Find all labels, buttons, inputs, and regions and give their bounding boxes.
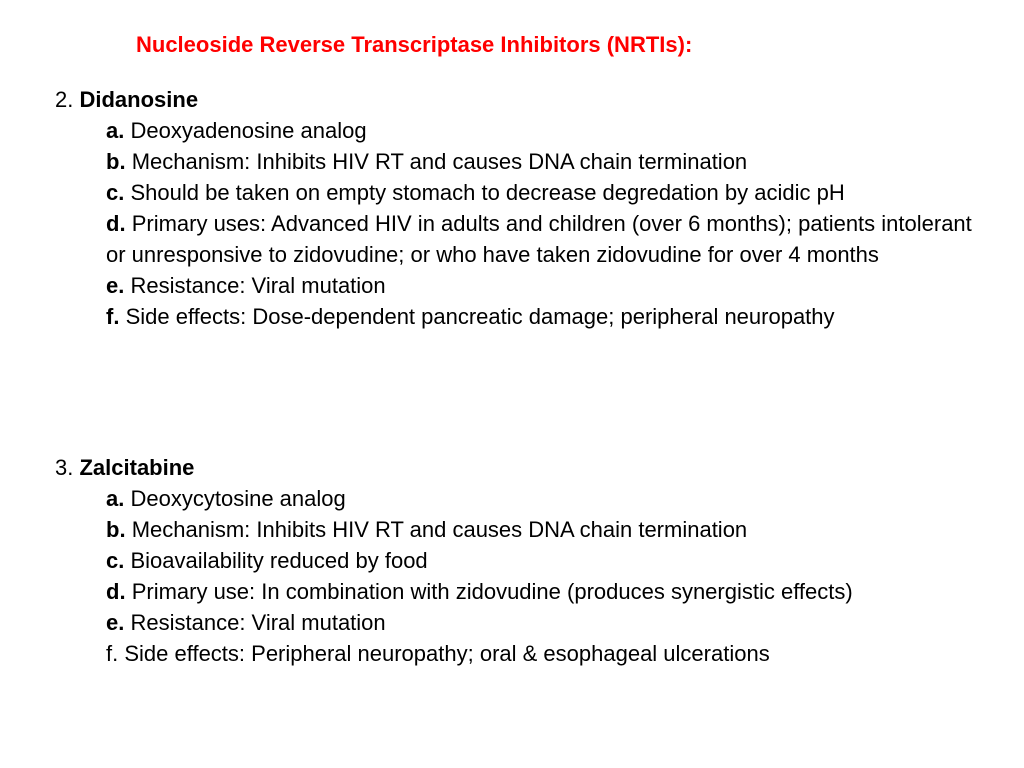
item-text: Mechanism: Inhibits HIV RT and causes DNA chain termination bbox=[131, 149, 748, 174]
item-letter: f. bbox=[106, 641, 119, 666]
list-item bbox=[106, 301, 1015, 332]
list-item bbox=[106, 115, 1015, 146]
drug-name: Zalcitabine bbox=[79, 455, 195, 480]
list-item bbox=[106, 146, 1015, 177]
item-letter: e. bbox=[106, 610, 125, 635]
item-letter: c. bbox=[106, 548, 125, 573]
drug-item-list bbox=[106, 483, 1015, 669]
drug-heading bbox=[55, 452, 1015, 483]
list-item bbox=[106, 545, 1015, 576]
list-item bbox=[106, 483, 1015, 514]
item-text: Should be taken on empty stomach to decrease degredation by acidic pH bbox=[130, 180, 845, 205]
item-text: Deoxyadenosine analog bbox=[130, 118, 367, 143]
item-letter: e. bbox=[106, 273, 125, 298]
item-text: Resistance: Viral mutation bbox=[130, 610, 386, 635]
item-letter: d. bbox=[106, 579, 126, 604]
list-item bbox=[106, 208, 986, 270]
list-item bbox=[106, 270, 1015, 301]
list-item bbox=[106, 607, 1015, 638]
item-text: Primary use: In combination with zidovudine (produces synergistic effects) bbox=[131, 579, 853, 604]
item-letter: c. bbox=[106, 180, 125, 205]
drug-heading bbox=[55, 84, 1015, 115]
item-text: Primary uses: Advanced HIV in adults and children (over 6 months); patients intolerant or unresponsive to zidovudine; or who have taken zidovudine for over 4 months bbox=[106, 211, 972, 267]
list-item bbox=[106, 638, 1015, 669]
item-letter: b. bbox=[106, 517, 126, 542]
drug-name: Didanosine bbox=[79, 87, 199, 112]
item-text: Deoxycytosine analog bbox=[130, 486, 346, 511]
item-letter: f. bbox=[106, 304, 120, 329]
item-text: Mechanism: Inhibits HIV RT and causes DNA chain termination bbox=[131, 517, 748, 542]
item-letter: a. bbox=[106, 486, 125, 511]
drug-number: 3. bbox=[55, 455, 74, 480]
drug-item-list bbox=[106, 115, 1015, 332]
item-text: Bioavailability reduced by food bbox=[130, 548, 428, 573]
item-text: Side effects: Peripheral neuropathy; oral & esophageal ulcerations bbox=[124, 641, 770, 666]
item-letter: b. bbox=[106, 149, 126, 174]
list-item bbox=[106, 576, 1015, 607]
item-letter: a. bbox=[106, 118, 125, 143]
drug-section-zalcitabine bbox=[55, 452, 1015, 669]
drug-section-didanosine bbox=[55, 84, 1015, 332]
slide-title: Nucleoside Reverse Transcriptase Inhibitors (NRTIs): bbox=[136, 32, 693, 57]
list-item bbox=[106, 514, 1015, 545]
item-text: Resistance: Viral mutation bbox=[130, 273, 386, 298]
item-text: Side effects: Dose-dependent pancreatic damage; peripheral neuropathy bbox=[125, 304, 835, 329]
list-item bbox=[106, 177, 1015, 208]
drug-number: 2. bbox=[55, 87, 74, 112]
item-letter: d. bbox=[106, 211, 126, 236]
